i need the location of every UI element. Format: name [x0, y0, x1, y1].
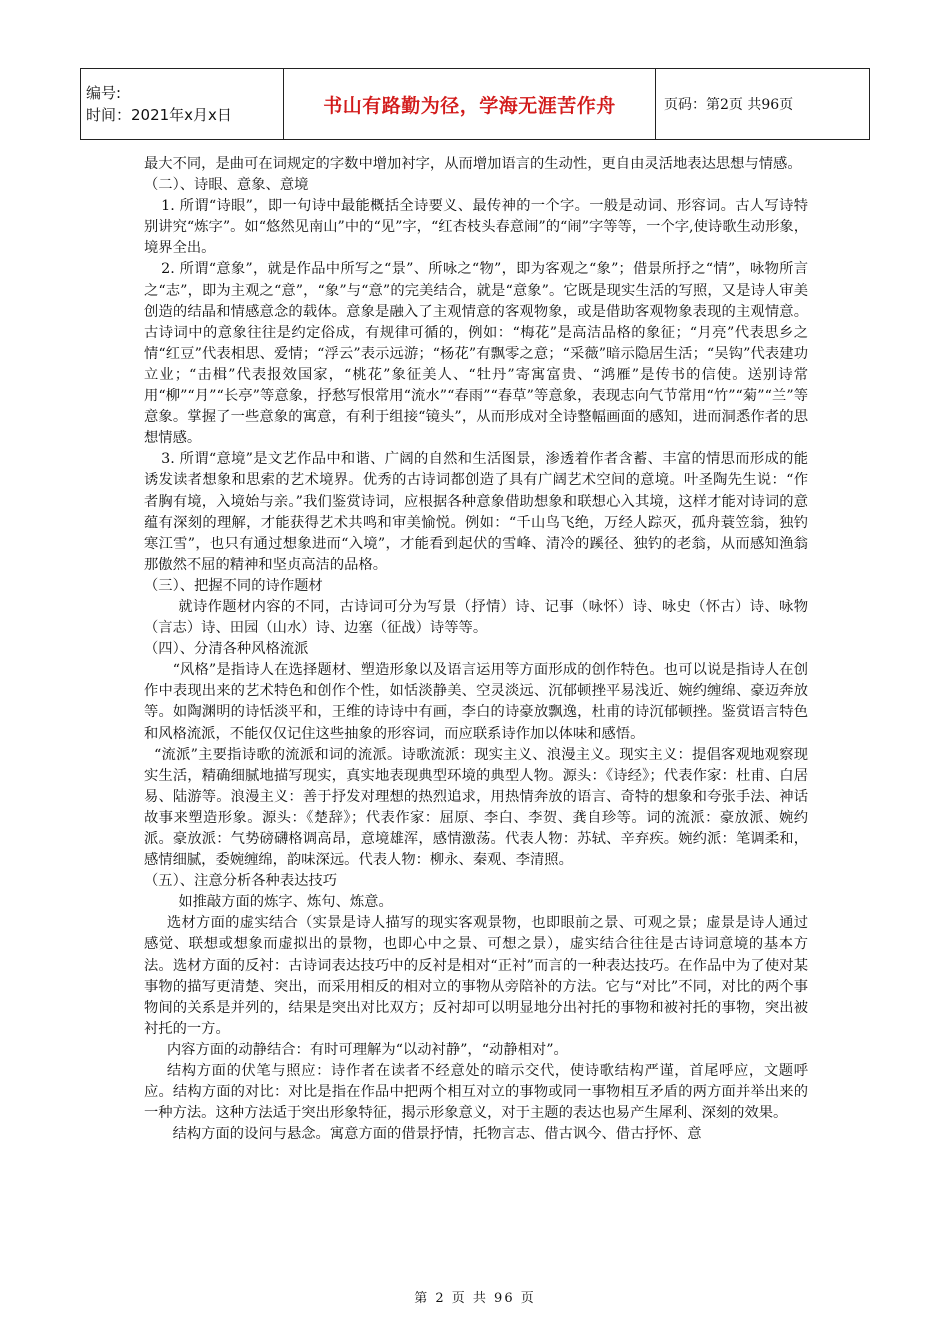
section-heading-4: （四）、分清各种风格流派 — [144, 641, 309, 658]
paragraph-tuiqiao: 如推敲方面的炼字、炼句、炼意。 — [178, 894, 393, 911]
paragraph-yijing: 3. 所谓“意境”是文艺作品中和谐、广阔的自然和生活图景，渗透着作者含蓄、丰富的情思而形成的能诱发读者想象和思索的艺术境界。优秀的古诗词都创造了具有广阔艺术空间的意境。叶圣陶先生说：“作者胸有境，入境始与亲。”我们鉴赏诗词，应根据各种意象借助想象和联想心入其境，这样才能对诗词的意蕴有深刻的理解，才能获得艺术共鸣和审美愉悦。例如：“千山鸟飞绝，万经人踪灭，孤舟蓑笠翁，独钓寒江雪”，也只有通过想象进而“入境”，才能看到起伏的雪峰、清冷的蹊径、独钓的老翁，从而感知渔翁那傲然不屈的精神和坚贞高洁的品格。 — [144, 451, 808, 573]
section-heading-2: （二）、诗眼、意象、意境 — [144, 177, 309, 194]
header-page-info-cell — [656, 69, 869, 139]
document-number-label: 编号: — [86, 84, 122, 102]
document-body — [144, 154, 808, 1145]
paragraph-jiegou: 结构方面的伏笔与照应：诗作者在读者不经意处的暗示交代，使诗歌结构严谨，首尾呼应，文题呼应。结构方面的对比：对比是指在作品中把两个相互对立的事物或同一事物相互矛盾的两方面并举出来的一种方法。这种方法适于突出形象特征，揭示形象意义，对于主题的表达也易产生犀利、深刻的效果。 — [144, 1063, 808, 1122]
paragraph-yixiang: 2. 所谓“意象”，就是作品中所写之“景”、所咏之“物”，即为客观之“象”；借景所抒之“情”，咏物所言之“志”，即为主观之“意”，“象”与“意”的完美结合，就是“意象”。它既是现实生活的写照，又是诗人审美创造的结晶和情感意念的载体。意象是融入了主观情意的客观物象，或是借助客观物象表现的主观情意。古诗词中的意象往往是约定俗成，有规律可循的，例如：“梅花”是高洁品格的象征；“月亮”代表思乡之情“红豆”代表相思、爱情；“浮云”表示远游；“杨花”有飘零之意；“采薇”暗示隐居生活；“吴钩”代表建功立业；“击楫”代表报效国家，“桃花”象征美人、“牡丹”寄寓富贵、“鸿雁”是传书的信使。送别诗常用“柳”“月”“长亭”等意象，抒愁写恨常用“流水”“春雨”“春草”等意象，表现志向气节常用“竹”“菊”“兰”等意象。掌握了一些意象的寓意，有利于组接“镜头”，从而形成对全诗整幅画面的感知，进而洞悉作者的思想情感。 — [144, 261, 808, 447]
page-footer: 第 2 页 共 96 页 — [414, 1291, 536, 1306]
section-heading-3: （三）、把握不同的诗作题材 — [144, 577, 323, 594]
paragraph-xuanchai: 选材方面的虚实结合（实景是诗人描写的现实客观景物，也即眼前之景、可观之景；虚景是诗人通过感觉、联想或想象而虚拟出的景物，也即心中之景、可想之景），虚实结合往往是古诗词意境的基本方法。选材方面的反衬：古诗词表达技巧中的反衬是相对“正衬”而言的一种表达技巧。在作品中为了使对某事物的描写更清楚、突出，而采用相反的相对立的事物从旁陪补的方法。它与“对比”不同，对比的两个事物间的关系是并列的，结果是突出对比双方；反衬却可以明显地分出衬托的事物和被衬托的事物，突出被衬托的一方。 — [144, 915, 808, 1037]
page-header — [80, 68, 870, 140]
paragraph-dongjing: 内容方面的动静结合：有时可理解为“以动衬静”，“动静相对”。 — [166, 1041, 568, 1058]
paragraph-continuation: 最大不同，是曲可在词规定的字数中增加衬字，从而增加语言的生动性，更自由灵活地表达思想与情感。 — [144, 156, 802, 172]
header-page-info: 页码：第2页 共96页 — [664, 97, 794, 113]
paragraph-fengge: “风格”是指诗人在选择题材、塑造形象以及语言运用等方面形成的创作特色。也可以说是指诗人在创作中表现出来的艺术特色和创作个性，如恬淡静美、空灵淡远、沉郁顿挫平易浅近、婉约缠绵、豪迈奔放等。如陶渊明的诗恬淡平和，王维的诗诗中有画，李白的诗豪放飘逸，杜甫的诗沉郁顿挫。鉴赏语言特色和风格流派，不能仅仅记住这些抽象的形容词，而应联系诗作加以体味和感悟。 — [144, 662, 808, 742]
paragraph-ticai: 就诗作题材内容的不同，古诗词可分为写景（抒情）诗、记事（咏怀）诗、咏史（怀古）诗、咏物（言志）诗、田园（山水）诗、边塞（征战）诗等等。 — [144, 598, 808, 637]
header-meta — [81, 69, 284, 139]
section-heading-5: （五）、注意分析各种表达技巧 — [144, 873, 338, 890]
header-motto: 书山有路勤为径，学海无涯苦作舟 — [323, 94, 616, 117]
header-motto-cell — [284, 69, 656, 139]
document-time-label: 时间：2021年x月x日 — [86, 106, 232, 124]
paragraph-liupai: “流派”主要指诗歌的流派和词的流派。诗歌流派：现实主义、浪漫主义。现实主义：提倡客观地观察现实生活，精确细腻地描写现实，真实地表现典型环境的典型人物。源头：《诗经》；代表作家：杜甫、白居易、陆游等。浪漫主义：善于抒发对理想的热烈追求，用热情奔放的语言、奇特的想象和夸张手法、神话故事来塑造形象。源头：《楚辞》；代表作家：屈原、李白、李贺、龚自珍等。词的流派：豪放派、婉约派。豪放派：气势磅礴格调高昂，意境雄浑，感情激荡。代表人物：苏轼、辛弃疾。婉约派：笔调柔和，感情细腻，委婉缠绵，韵味深远。代表人物：柳永、秦观、李清照。 — [144, 746, 808, 869]
paragraph-sheweng: 结构方面的设问与悬念。寓意方面的借景抒情，托物言志、借古讽今、借古抒怀、意 — [172, 1126, 702, 1143]
paragraph-shiyan: 1. 所谓“诗眼”，即一句诗中最能概括全诗要义、最传神的一个字。一般是动词、形容词。古人写诗特别讲究“炼字”。如“悠然见南山”中的“见”字，“红杏枝头春意闹”的“闹”字等等，一个字,使诗歌生动形象，境界全出。 — [144, 198, 808, 257]
